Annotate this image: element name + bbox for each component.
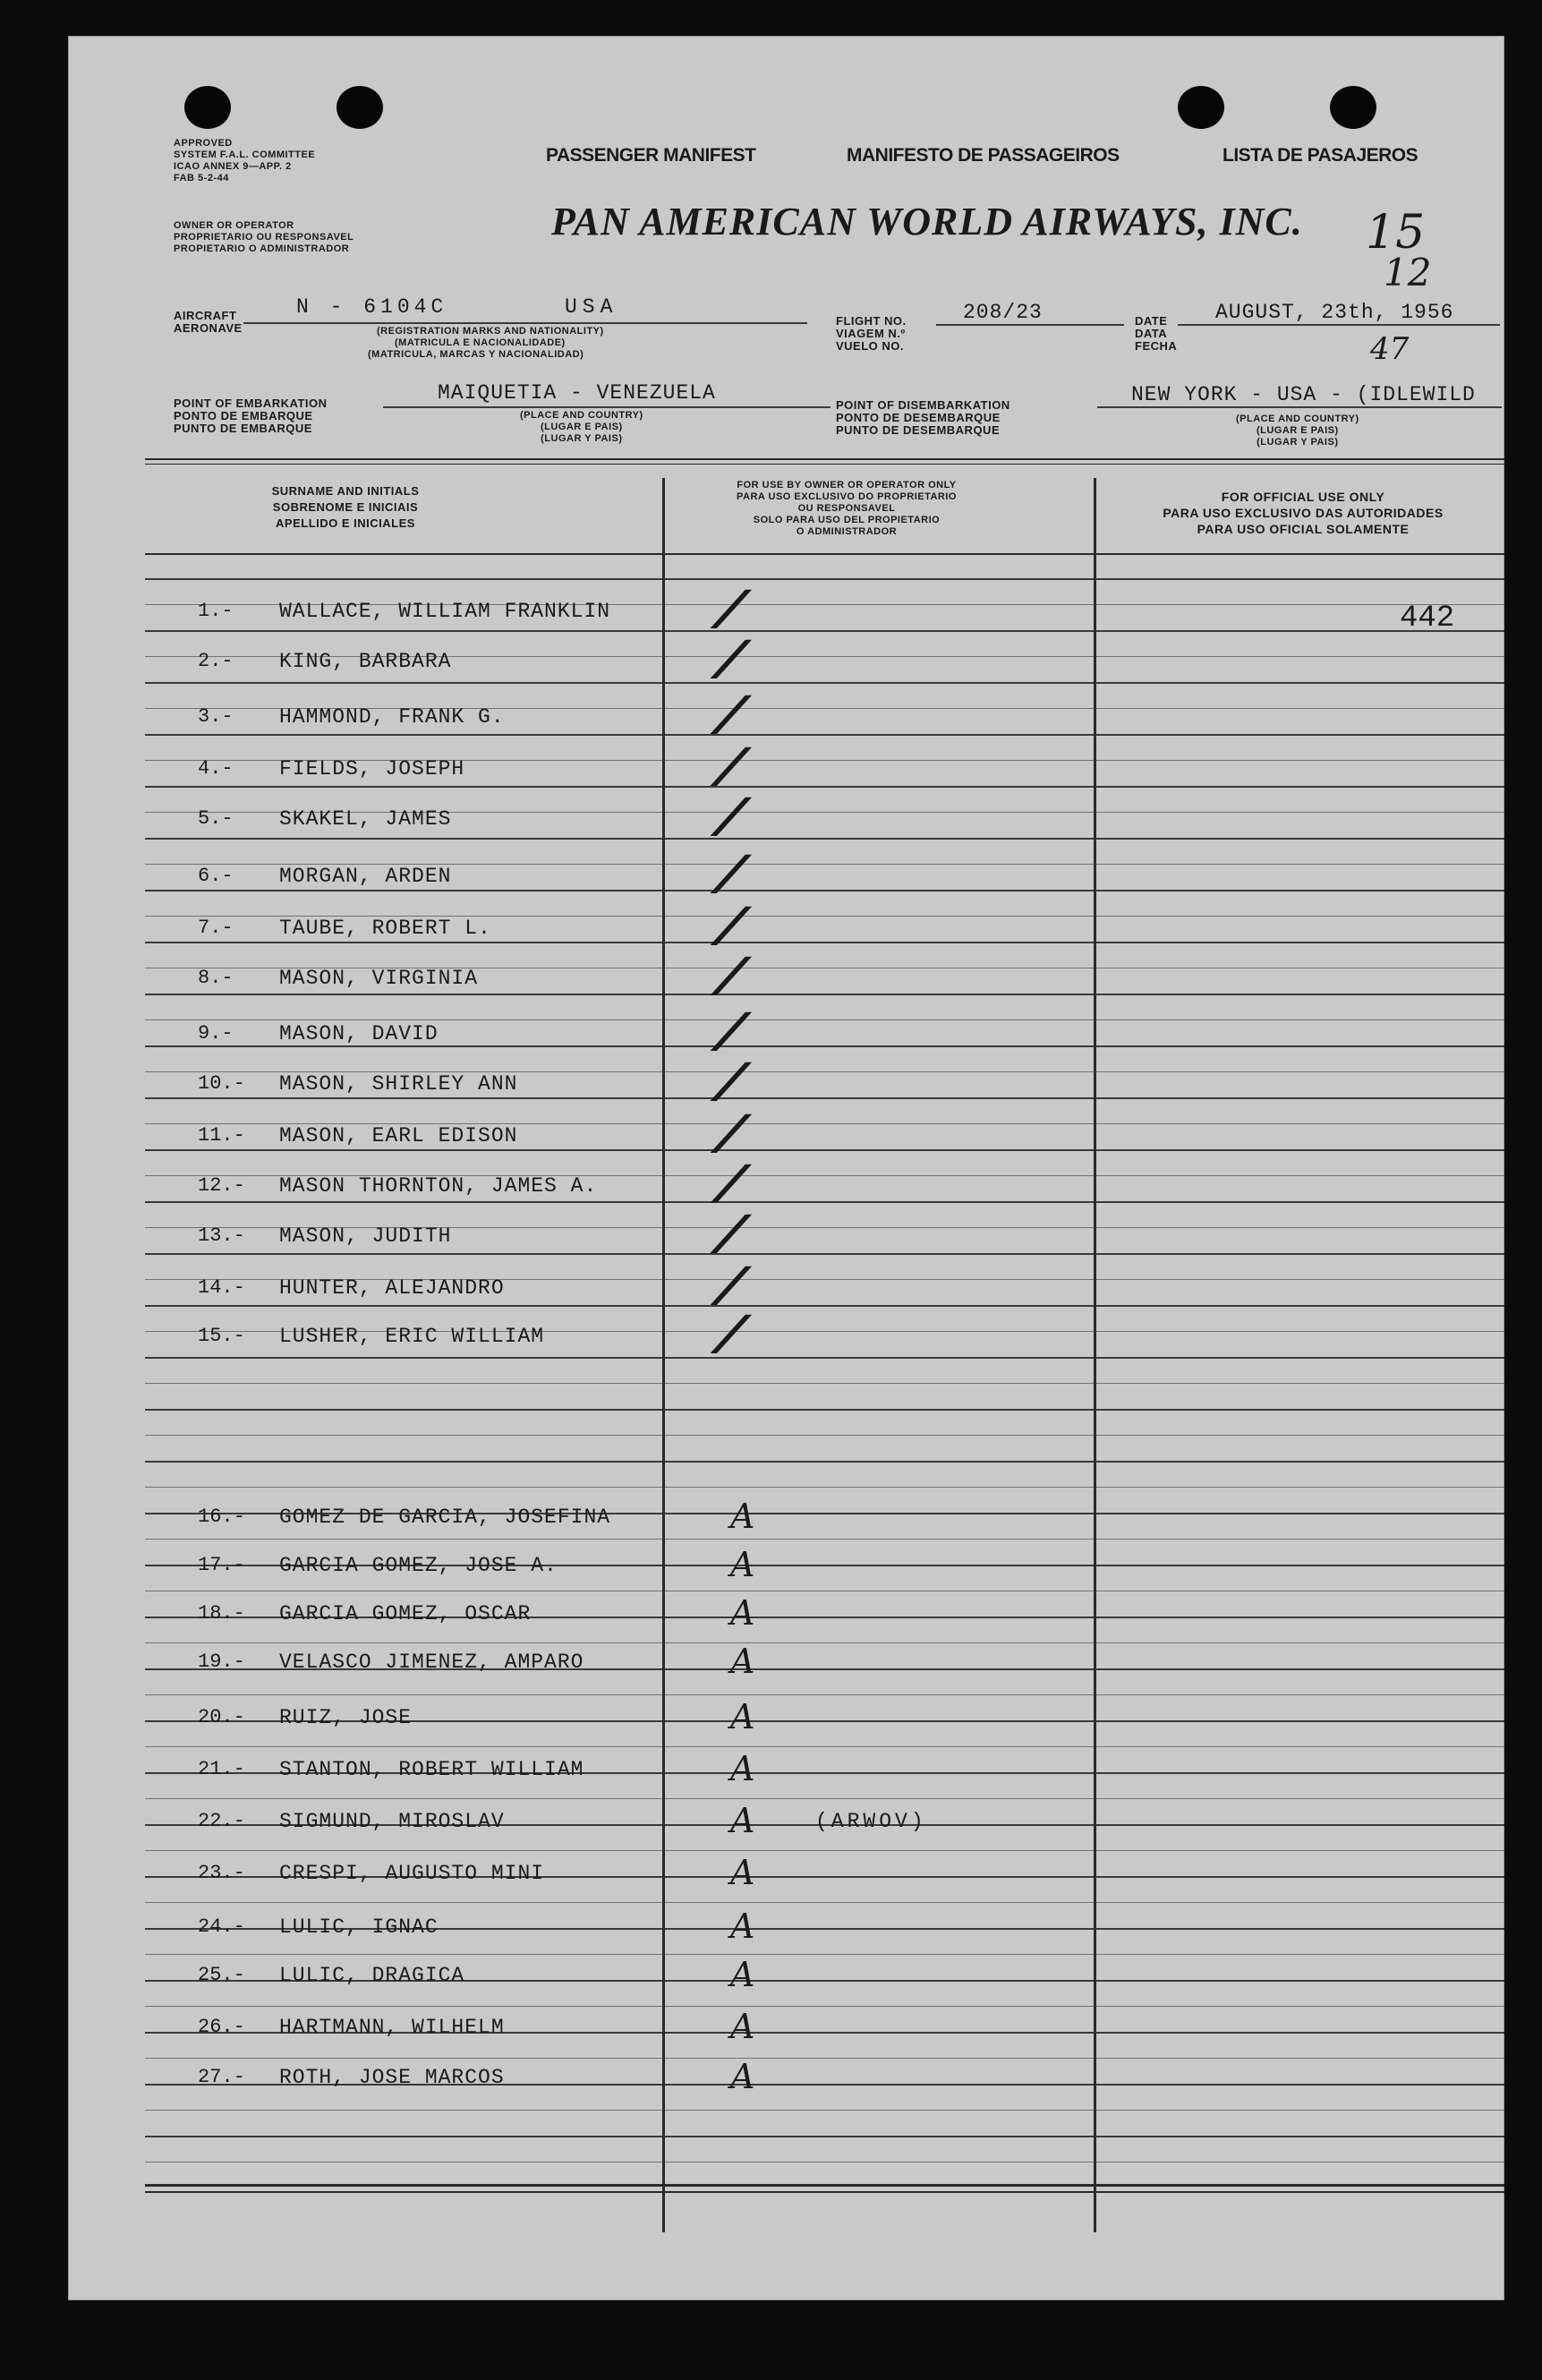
passenger-name: MASON, VIRGINIA — [279, 967, 479, 990]
table-bottom-rule — [145, 2184, 1504, 2187]
passenger-check-mark: / — [716, 1156, 745, 1210]
passenger-row — [68, 847, 1500, 900]
passenger-number: 6.- — [198, 865, 234, 887]
passenger-row — [68, 1207, 1500, 1260]
passenger-check-mark: A — [730, 1749, 755, 1788]
title-passenger-manifest: PASSENGER MANIFEST — [546, 145, 756, 166]
header-bottom-rule — [145, 553, 1504, 555]
passenger-row — [68, 1697, 1500, 1740]
aircraft-underline — [243, 322, 807, 324]
manifest-sheet — [68, 36, 1504, 2300]
passenger-name: ROTH, JOSE MARCOS — [279, 2066, 505, 2089]
owner-label: OWNER OR OPERATOR PROPRIETARIO OU RESPONSAVEL PROPIETARIO O ADMINISTRADOR — [174, 220, 354, 254]
passenger-name: MASON, DAVID — [279, 1022, 439, 1045]
passenger-number: 14.- — [198, 1276, 245, 1299]
passenger-number: 24.- — [198, 1915, 245, 1938]
aircraft-label: AIRCRAFT AERONAVE — [174, 309, 243, 335]
disembarkation-value: NEW YORK - USA - (IDLEWILD — [1131, 383, 1476, 406]
punch-hole — [1330, 86, 1376, 129]
row-rule — [145, 1435, 1504, 1436]
table-bottom-rule — [145, 2191, 1504, 2193]
row-rule — [145, 1487, 1504, 1488]
passenger-row — [68, 1054, 1500, 1108]
passenger-number: 26.- — [198, 2016, 245, 2038]
approval-line: APPROVED — [174, 138, 233, 149]
row-rule — [145, 2136, 1504, 2137]
passenger-row — [68, 687, 1500, 741]
passenger-check-mark: / — [716, 949, 745, 1002]
approval-line: SYSTEM F.A.L. COMMITTEE — [174, 149, 316, 160]
passenger-row — [68, 1545, 1500, 1588]
passenger-number: 8.- — [198, 967, 234, 989]
passenger-row — [68, 582, 1500, 636]
passenger-name: SKAKEL, JAMES — [279, 807, 452, 831]
passenger-check-mark: / — [716, 739, 745, 793]
passenger-check-mark: A — [730, 1642, 755, 1681]
passenger-name: STANTON, ROBERT WILLIAM — [279, 1758, 584, 1781]
disembarkation-underline — [1097, 406, 1502, 408]
passenger-number: 3.- — [198, 705, 234, 728]
aircraft-sublabels: (REGISTRATION MARKS AND NATIONALITY) (MATRICULA E NACIONALIDADE) (MATRICULA, MARCAS Y NACIONALIDAD) — [368, 326, 604, 360]
flight-label: FLIGHT NO. VIAGEM N.º VUELO NO. — [836, 314, 907, 353]
punch-hole — [1178, 86, 1224, 129]
passenger-name: LULIC, DRAGICA — [279, 1964, 465, 1987]
punch-hole — [337, 86, 383, 129]
passenger-row — [68, 1156, 1500, 1210]
passenger-name: MASON, EARL EDISON — [279, 1124, 518, 1147]
passenger-number: 18.- — [198, 1602, 245, 1625]
passenger-check-mark: / — [716, 847, 745, 900]
flight-underline — [936, 324, 1124, 326]
passenger-row — [68, 2057, 1500, 2100]
passenger-check-mark: A — [730, 1497, 755, 1536]
passenger-number: 19.- — [198, 1651, 245, 1673]
passenger-name: LUSHER, ERIC WILLIAM — [279, 1325, 545, 1348]
passenger-check-mark: A — [730, 2057, 755, 2096]
passenger-row — [68, 1955, 1500, 1998]
passenger-name: RUIZ, JOSE — [279, 1706, 413, 1729]
passenger-check-mark: / — [716, 1004, 745, 1058]
operator-name: PAN AMERICAN WORLD AIRWAYS, INC. — [551, 200, 1303, 243]
passenger-number: 7.- — [198, 917, 234, 939]
row-rule — [145, 2110, 1504, 2111]
date-handwritten: 47 — [1370, 331, 1410, 367]
passenger-number: 20.- — [198, 1706, 245, 1728]
passenger-name: GARCIA GOMEZ, OSCAR — [279, 1602, 532, 1625]
passenger-check-mark: / — [716, 1207, 745, 1260]
passenger-name: TAUBE, ROBERT L. — [279, 917, 491, 940]
passenger-name: LULIC, IGNAC — [279, 1915, 439, 1939]
embarkation-label: POINT OF EMBARKATION PONTO DE EMBARQUE PUNTO DE EMBARQUE — [174, 397, 328, 435]
passenger-check-mark: / — [716, 789, 745, 843]
aircraft-nationality: USA — [565, 295, 618, 319]
punch-hole — [184, 86, 231, 129]
approval-block — [174, 138, 315, 184]
passenger-name: VELASCO JIMENEZ, AMPARO — [279, 1651, 584, 1674]
title-manifesto: MANIFESTO DE PASSAGEIROS — [847, 145, 1120, 166]
passenger-name: CRESPI, AUGUSTO MINI — [279, 1862, 545, 1885]
passenger-name: KING, BARBARA — [279, 650, 452, 673]
row-rule — [145, 1383, 1504, 1384]
row-rule — [145, 1409, 1504, 1411]
passenger-name: MORGAN, ARDEN — [279, 865, 452, 888]
row-rule — [145, 1461, 1504, 1463]
passenger-check-mark: A — [730, 1801, 755, 1840]
passenger-check-mark: / — [716, 899, 745, 952]
passenger-name: FIELDS, JOSEPH — [279, 757, 465, 781]
passenger-check-mark: A — [730, 1955, 755, 1994]
approval-line: ICAO ANNEX 9—APP. 2 — [174, 161, 292, 172]
passenger-number: 27.- — [198, 2066, 245, 2088]
passenger-number: 9.- — [198, 1022, 234, 1045]
passenger-row — [68, 1749, 1500, 1792]
passenger-row — [68, 899, 1500, 952]
row-rule — [145, 1746, 1504, 1747]
passenger-number: 12.- — [198, 1174, 245, 1197]
embarkation-sublabels: (PLACE AND COUNTRY) (LUGAR E PAIS) (LUGAR Y PAIS) — [520, 410, 643, 444]
page-note-top: 15 — [1366, 206, 1426, 260]
passenger-name: HUNTER, ALEJANDRO — [279, 1276, 505, 1300]
passenger-name: MASON THORNTON, JAMES A. — [279, 1174, 598, 1198]
row-rule — [145, 578, 1504, 580]
passenger-check-mark: / — [716, 1307, 745, 1361]
column-header-owner: FOR USE BY OWNER OR OPERATOR ONLY PARA USO EXCLUSIVO DO PROPRIETARIO OU RESPONSAVEL SOLO PARA USO DEL PROPIETARIO O ADMINISTRADOR — [737, 480, 957, 537]
passenger-number: 13.- — [198, 1224, 245, 1247]
passenger-number: 16.- — [198, 1506, 245, 1528]
passenger-name: MASON, JUDITH — [279, 1224, 452, 1248]
passenger-row — [68, 789, 1500, 843]
passenger-check-mark: / — [716, 1106, 745, 1160]
official-note: 442 — [1400, 601, 1455, 636]
passenger-row — [68, 1593, 1500, 1636]
column-header-official: FOR OFFICIAL USE ONLY PARA USO EXCLUSIVO DAS AUTORIDADES PARA USO OFICIAL SOLAMENTE — [1163, 490, 1444, 536]
row-rule — [145, 1902, 1504, 1903]
aircraft-registration: N - 6104C — [296, 295, 448, 319]
disembarkation-sublabels: (PLACE AND COUNTRY) (LUGAR E PAIS) (LUGAR Y PAIS) — [1236, 414, 1359, 448]
passenger-row — [68, 1801, 1500, 1844]
table-top-rule — [145, 458, 1504, 460]
passenger-row — [68, 949, 1500, 1002]
date-label: DATE DATA FECHA — [1135, 314, 1178, 353]
page-note-bottom: 12 — [1384, 251, 1432, 294]
passenger-name: MASON, SHIRLEY ANN — [279, 1072, 518, 1096]
passenger-number: 2.- — [198, 650, 234, 672]
passenger-name: HAMMOND, FRANK G. — [279, 705, 505, 729]
passenger-name: HARTMANN, WILHELM — [279, 2016, 505, 2039]
passenger-row — [68, 1004, 1500, 1058]
passenger-check-mark: A — [730, 2007, 755, 2046]
passenger-row — [68, 1907, 1500, 1949]
passenger-note: (ARWOV) — [815, 1810, 927, 1833]
row-rule — [145, 1798, 1504, 1799]
passenger-row — [68, 1642, 1500, 1685]
passenger-number: 1.- — [198, 600, 234, 622]
passenger-number: 5.- — [198, 807, 234, 830]
passenger-number: 25.- — [198, 1964, 245, 1986]
passenger-check-mark: A — [730, 1545, 755, 1584]
passenger-check-mark: / — [716, 632, 745, 686]
passenger-check-mark: A — [730, 1907, 755, 1946]
passenger-number: 17.- — [198, 1554, 245, 1576]
passenger-row — [68, 1853, 1500, 1896]
passenger-row — [68, 1497, 1500, 1540]
passenger-number: 10.- — [198, 1072, 245, 1095]
passenger-number: 15.- — [198, 1325, 245, 1347]
passenger-name: GOMEZ DE GARCIA, JOSEFINA — [279, 1506, 611, 1529]
row-rule — [145, 1850, 1504, 1851]
date-value: AUGUST, 23th, 1956 — [1215, 301, 1454, 324]
flight-number: 208/23 — [963, 301, 1043, 324]
passenger-row — [68, 2007, 1500, 2050]
date-underline — [1178, 324, 1500, 326]
passenger-name: SIGMUND, MIROSLAV — [279, 1810, 505, 1833]
embarkation-value: MAIQUETIA - VENEZUELA — [438, 381, 716, 405]
passenger-number: 4.- — [198, 757, 234, 780]
column-header-name: SURNAME AND INITIALS SOBRENOME E INICIAIS APELLIDO E INICIALES — [271, 484, 420, 530]
embarkation-underline — [383, 406, 831, 408]
passenger-check-mark: / — [716, 582, 745, 636]
row-rule — [145, 1694, 1504, 1695]
table-top-rule — [145, 464, 1504, 465]
passenger-row — [68, 1307, 1500, 1361]
passenger-number: 11.- — [198, 1124, 245, 1147]
passenger-number: 21.- — [198, 1758, 245, 1780]
passenger-check-mark: A — [730, 1697, 755, 1736]
passenger-row — [68, 1106, 1500, 1160]
passenger-row — [68, 632, 1500, 686]
passenger-check-mark: / — [716, 1258, 745, 1312]
title-lista: LISTA DE PASAJEROS — [1223, 145, 1418, 166]
passenger-row — [68, 739, 1500, 793]
passenger-name: GARCIA GOMEZ, JOSE A. — [279, 1554, 558, 1577]
passenger-number: 22.- — [198, 1810, 245, 1832]
disembarkation-label: POINT OF DISEMBARKATION PONTO DE DESEMBARQUE PUNTO DE DESEMBARQUE — [836, 398, 1010, 437]
passenger-check-mark: / — [716, 1054, 745, 1108]
passenger-check-mark: A — [730, 1853, 755, 1892]
passenger-check-mark: A — [730, 1593, 755, 1633]
approval-line: FAB 5-2-44 — [174, 173, 229, 183]
passenger-check-mark: / — [716, 687, 745, 741]
passenger-name: WALLACE, WILLIAM FRANKLIN — [279, 600, 611, 623]
passenger-row — [68, 1258, 1500, 1312]
passenger-number: 23.- — [198, 1862, 245, 1884]
